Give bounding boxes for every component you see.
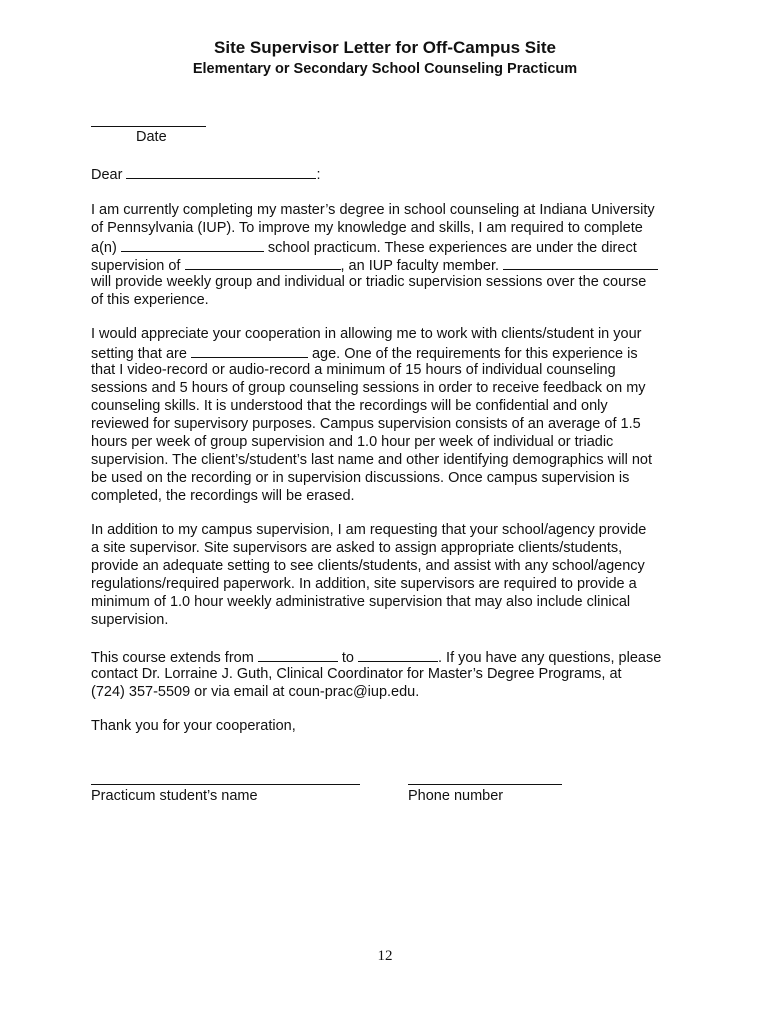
page-number: 12: [377, 948, 393, 964]
paragraph-line: that I video-record or audio-record a minimum of 15 hours of individual counseling: [91, 362, 616, 378]
paragraph-line: counseling skills. It is understood that the recordings will be confidential and only: [91, 398, 608, 414]
paragraph-line: of Pennsylvania (IUP). To improve my knowledge and skills, I am required to complete: [91, 220, 643, 236]
text-fragment: setting that are: [91, 346, 187, 362]
student-name-label: Practicum student’s name: [91, 788, 258, 804]
recipient-name-blank[interactable]: [126, 164, 316, 179]
paragraph-line: [91, 237, 691, 255]
paragraph-line: provide an adequate setting to see clients/students, and assist with any school/agency: [91, 558, 645, 574]
paragraph-line: contact Dr. Lorraine J. Guth, Clinical Coordinator for Master’s Degree Programs, at: [91, 666, 622, 682]
practicum-type-blank[interactable]: [121, 237, 264, 252]
paragraph-line: be used on the recording or in supervision discussions. Once campus supervision is: [91, 470, 630, 486]
letter-subtitle: Elementary or Secondary School Counseling Practicum: [192, 61, 578, 77]
paragraph-line: reviewed for supervisory purposes. Campus supervision consists of an average of 1.5: [91, 416, 641, 432]
paragraph-line: [91, 255, 691, 273]
paragraph-line: (724) 357-5509 or via email at coun-prac@iup.edu.: [91, 684, 420, 700]
paragraph-site-supervisor: [91, 521, 691, 629]
paragraph-line: sessions and 5 hours of group counseling sessions in order to receive feedback on my: [91, 380, 646, 396]
faculty-member-name-blank[interactable]: [503, 255, 658, 270]
start-date-blank[interactable]: [258, 647, 338, 662]
salutation: [91, 164, 691, 182]
text-fragment: to: [341, 650, 354, 666]
paragraph-line: [91, 647, 691, 665]
client-age-blank[interactable]: [191, 343, 308, 358]
paragraph-intro: [91, 201, 691, 309]
paragraph-line: regulations/required paperwork. In addition, site supervisors are required to provide a: [91, 576, 637, 592]
paragraph-requirements: [91, 325, 691, 505]
student-name-signature-line[interactable]: [91, 784, 360, 785]
text-fragment: age. One of the requirements for this experience is: [311, 346, 638, 362]
paragraph-line: supervision. The client’s/student’s last name and other identifying demographics will not: [91, 452, 652, 468]
text-fragment: This course extends from: [91, 650, 254, 666]
text-fragment: . If you have any questions, please: [437, 650, 662, 666]
letter-title: Site Supervisor Letter for Off-Campus Site: [214, 38, 556, 57]
paragraph-line: supervision.: [91, 612, 169, 628]
paragraph-line: of this experience.: [91, 292, 209, 308]
paragraph-line: will provide weekly group and individual or triadic supervision sessions over the course: [91, 274, 647, 290]
paragraph-line: minimum of 1.0 hour weekly administrative supervision that may also include clinical: [91, 594, 631, 610]
paragraph-line: a site supervisor. Site supervisors are asked to assign appropriate clients/students,: [91, 540, 623, 556]
salutation-suffix: :: [316, 167, 321, 183]
paragraph-line: completed, the recordings will be erased.: [91, 488, 355, 504]
end-date-blank[interactable]: [358, 647, 438, 662]
date-label: Date: [136, 129, 167, 145]
paragraph-line: [91, 343, 691, 361]
paragraph-line: I am currently completing my master’s degree in school counseling at Indiana University: [91, 202, 655, 218]
paragraph-line: In addition to my campus supervision, I am requesting that your school/agency provide: [91, 522, 647, 538]
paragraph-line: hours per week of group supervision and 1.0 hour per week of individual or triadic: [91, 434, 614, 450]
paragraph-course-dates: [91, 647, 691, 701]
date-blank-line[interactable]: [91, 126, 206, 127]
text-fragment: supervision of: [91, 258, 181, 274]
faculty-supervisor-blank[interactable]: [185, 255, 341, 270]
text-fragment: , an IUP faculty member.: [340, 258, 499, 274]
text-fragment: school practicum. These experiences are under the direct: [267, 240, 637, 256]
closing-line: Thank you for your cooperation,: [91, 718, 296, 734]
salutation-prefix: Dear: [91, 167, 123, 183]
text-fragment: a(n): [91, 240, 117, 256]
phone-number-line[interactable]: [408, 784, 562, 785]
phone-number-label: Phone number: [408, 788, 504, 804]
paragraph-line: I would appreciate your cooperation in allowing me to work with clients/student in your: [91, 326, 642, 342]
